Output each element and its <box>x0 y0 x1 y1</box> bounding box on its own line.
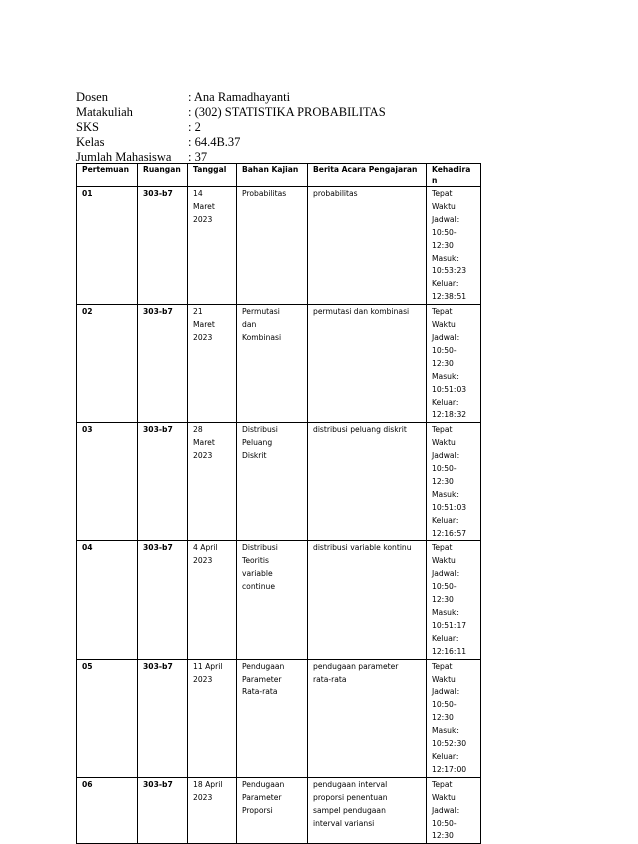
cell-kehadiran-line: Jadwal: <box>432 332 460 342</box>
cell-berita-acara-line: proporsi penentuan <box>313 792 388 802</box>
header-kehadiran: Kehadiran <box>427 164 481 187</box>
cell-kehadiran-line: Masuk: <box>432 726 459 736</box>
cell-bahan-kajian-line: Probabilitas <box>242 189 287 198</box>
sks-value: : 2 <box>188 120 201 134</box>
jumlah-mahasiswa-value: : 37 <box>188 150 208 164</box>
course-info <box>76 90 386 165</box>
cell-kehadiran-line: Tepat <box>432 189 453 198</box>
cell-kehadiran-line: Waktu <box>432 438 456 448</box>
cell-tanggal-line: 4 April <box>193 543 218 553</box>
attendance-table <box>76 163 481 844</box>
cell-berita-acara-line: probabilitas <box>313 189 358 198</box>
cell-kehadiran <box>427 305 481 423</box>
matakuliah-label: Matakuliah <box>76 105 133 119</box>
cell-berita-acara <box>308 777 427 844</box>
cell-kehadiran-line: 10:51:17 <box>432 620 467 630</box>
cell-kehadiran-line: 12:18:32 <box>432 410 467 420</box>
cell-berita-acara-line: pendugaan interval <box>313 779 388 789</box>
cell-berita-acara-line: pendugaan parameter <box>313 661 399 671</box>
cell-kehadiran <box>427 187 481 305</box>
cell-bahan-kajian-line: Proporsi <box>242 805 273 815</box>
cell-kehadiran-line: Jadwal: <box>432 451 460 461</box>
cell-ruangan: 303-b7 <box>138 777 188 844</box>
cell-kehadiran-line: Keluar: <box>432 751 459 761</box>
cell-bahan-kajian <box>237 423 308 541</box>
cell-kehadiran-line: Waktu <box>432 320 456 330</box>
cell-berita-acara-line: distribusi peluang diskrit <box>313 425 407 435</box>
cell-pertemuan: 05 <box>77 659 138 777</box>
cell-ruangan: 303-b7 <box>138 659 188 777</box>
table-row <box>77 541 481 659</box>
cell-tanggal-line: 21 <box>193 307 203 317</box>
sks-row <box>76 120 386 135</box>
cell-kehadiran-line: 12:17:00 <box>432 764 467 774</box>
cell-bahan-kajian-line: Permutasi <box>242 307 280 317</box>
cell-berita-acara-line: interval variansi <box>313 818 375 828</box>
cell-kehadiran-line: Jadwal: <box>432 805 460 815</box>
cell-bahan-kajian-line: Parameter <box>242 792 282 802</box>
cell-kehadiran-line: Masuk: <box>432 489 459 499</box>
cell-pertemuan: 03 <box>77 423 138 541</box>
cell-kehadiran-line: Keluar: <box>432 279 459 289</box>
cell-bahan-kajian-line: Pendugaan <box>242 779 285 789</box>
cell-kehadiran-line: Tepat <box>432 661 453 671</box>
cell-kehadiran-line: Masuk: <box>432 608 459 617</box>
cell-bahan-kajian-line: Distribusi <box>242 425 278 435</box>
cell-berita-acara <box>308 541 427 659</box>
dosen-label: Dosen <box>76 90 108 104</box>
cell-bahan-kajian-line: continue <box>242 582 276 592</box>
cell-tanggal-line: 2023 <box>193 556 213 566</box>
cell-kehadiran-line: Tepat <box>432 543 453 553</box>
cell-kehadiran-line: Waktu <box>432 201 456 211</box>
sks-label: SKS <box>76 120 99 134</box>
header-pertemuan: Pertemuan <box>77 164 138 187</box>
cell-bahan-kajian-line: Kombinasi <box>242 332 282 342</box>
cell-bahan-kajian-line: Diskrit <box>242 451 267 461</box>
cell-kehadiran <box>427 541 481 659</box>
cell-berita-acara-line: rata-rata <box>313 674 347 684</box>
cell-ruangan: 303-b7 <box>138 541 188 659</box>
cell-berita-acara <box>308 305 427 423</box>
cell-pertemuan: 02 <box>77 305 138 423</box>
cell-kehadiran-line: Masuk: <box>432 371 459 381</box>
cell-bahan-kajian-line: Peluang <box>242 438 273 448</box>
cell-kehadiran-line: Waktu <box>432 556 456 566</box>
cell-tanggal-line: 2023 <box>193 792 213 802</box>
table-row <box>77 423 481 541</box>
cell-tanggal <box>188 659 237 777</box>
cell-bahan-kajian-line: Pendugaan <box>242 661 285 671</box>
cell-kehadiran-line: 10:51:03 <box>432 384 467 394</box>
cell-berita-acara-line: distribusi variable kontinu <box>313 543 412 553</box>
cell-tanggal <box>188 187 237 305</box>
cell-bahan-kajian-line: variable <box>242 569 273 579</box>
cell-tanggal-line: 2023 <box>193 214 213 224</box>
cell-berita-acara <box>308 423 427 541</box>
cell-kehadiran-line: Tepat <box>432 425 453 435</box>
cell-kehadiran <box>427 423 481 541</box>
header-berita-acara: Berita Acara Pengajaran <box>308 164 427 187</box>
cell-tanggal-line: Maret <box>193 320 215 330</box>
cell-kehadiran-line: Jadwal: <box>432 687 460 697</box>
matakuliah-row <box>76 105 386 120</box>
cell-bahan-kajian-line: dan <box>242 320 257 330</box>
cell-bahan-kajian <box>237 541 308 659</box>
cell-tanggal-line: Maret <box>193 201 215 211</box>
cell-berita-acara-line: permutasi dan kombinasi <box>313 307 410 317</box>
table-row <box>77 777 481 844</box>
cell-kehadiran-line: 12:16:57 <box>432 528 467 538</box>
cell-kehadiran-line: 10:50-12:30 <box>432 700 457 723</box>
cell-tanggal <box>188 777 237 844</box>
cell-kehadiran-line: 10:50-12:30 <box>432 818 457 841</box>
header-bahan-kajian: Bahan Kajian <box>237 164 308 187</box>
cell-bahan-kajian <box>237 305 308 423</box>
cell-kehadiran <box>427 659 481 777</box>
cell-kehadiran <box>427 777 481 844</box>
kelas-value: : 64.4B.37 <box>188 135 241 149</box>
cell-tanggal-line: 18 April <box>193 779 223 789</box>
cell-kehadiran-line: Jadwal: <box>432 214 460 224</box>
cell-kehadiran-line: Waktu <box>432 792 456 802</box>
cell-kehadiran-line: 10:50-12:30 <box>432 227 457 250</box>
cell-berita-acara <box>308 659 427 777</box>
cell-kehadiran-line: Keluar: <box>432 397 459 407</box>
kelas-row <box>76 135 386 150</box>
cell-bahan-kajian-line: Parameter <box>242 674 282 684</box>
cell-kehadiran-line: Waktu <box>432 674 456 684</box>
cell-pertemuan: 04 <box>77 541 138 659</box>
table-row <box>77 305 481 423</box>
cell-tanggal-line: 14 <box>193 189 203 198</box>
table-body <box>77 187 481 844</box>
cell-kehadiran-line: Masuk: <box>432 253 459 263</box>
cell-kehadiran-line: 10:53:23 <box>432 266 467 276</box>
jumlah-mahasiswa-label: Jumlah Mahasiswa <box>76 150 172 164</box>
cell-bahan-kajian <box>237 659 308 777</box>
cell-berita-acara <box>308 187 427 305</box>
header-ruangan: Ruangan <box>138 164 188 187</box>
table-row <box>77 659 481 777</box>
header-tanggal: Tanggal <box>188 164 237 187</box>
cell-kehadiran-line: Tepat <box>432 779 453 789</box>
cell-ruangan: 303-b7 <box>138 423 188 541</box>
cell-ruangan: 303-b7 <box>138 305 188 423</box>
cell-tanggal <box>188 305 237 423</box>
cell-tanggal-line: Maret <box>193 438 215 448</box>
table-header-row <box>77 164 481 187</box>
dosen-value: : Ana Ramadhayanti <box>188 90 291 104</box>
matakuliah-value: : (302) STATISTIKA PROBABILITAS <box>188 105 386 119</box>
cell-pertemuan: 01 <box>77 187 138 305</box>
cell-kehadiran-line: 10:50-12:30 <box>432 464 457 486</box>
cell-tanggal-line: 2023 <box>193 451 213 461</box>
cell-pertemuan: 06 <box>77 777 138 844</box>
cell-bahan-kajian-line: Teoritis <box>242 556 269 566</box>
cell-tanggal-line: 2023 <box>193 674 213 684</box>
cell-ruangan: 303-b7 <box>138 187 188 305</box>
cell-tanggal-line: 2023 <box>193 332 213 342</box>
cell-kehadiran-line: Tepat <box>432 307 453 317</box>
cell-kehadiran-line: 12:16:11 <box>432 646 467 656</box>
cell-tanggal <box>188 541 237 659</box>
table-row <box>77 187 481 305</box>
cell-kehadiran-line: 10:51:03 <box>432 502 467 512</box>
cell-tanggal-line: 11 April <box>193 661 223 671</box>
cell-kehadiran-line: Jadwal: <box>432 569 460 579</box>
cell-kehadiran-line: Keluar: <box>432 515 459 525</box>
cell-kehadiran-line: 10:50-12:30 <box>432 582 457 605</box>
cell-bahan-kajian <box>237 777 308 844</box>
kelas-label: Kelas <box>76 135 105 149</box>
cell-kehadiran-line: 12:38:51 <box>432 292 467 302</box>
cell-tanggal <box>188 423 237 541</box>
cell-bahan-kajian-line: Rata-rata <box>242 687 278 697</box>
cell-kehadiran-line: 10:50-12:30 <box>432 345 457 368</box>
cell-berita-acara-line: sampel pendugaan <box>313 805 386 815</box>
cell-kehadiran-line: Keluar: <box>432 633 459 643</box>
cell-tanggal-line: 28 <box>193 425 203 435</box>
cell-bahan-kajian <box>237 187 308 305</box>
cell-kehadiran-line: 10:52:30 <box>432 739 467 749</box>
dosen-row <box>76 90 386 105</box>
cell-bahan-kajian-line: Distribusi <box>242 543 278 553</box>
